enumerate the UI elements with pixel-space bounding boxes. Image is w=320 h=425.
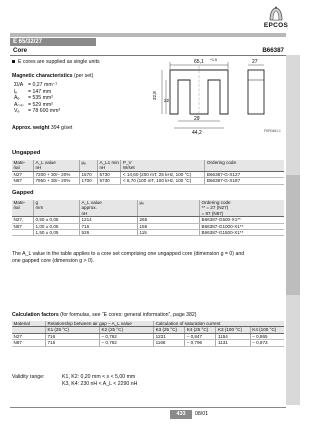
dim-left: 32,8 [152,91,157,100]
table-cell: 1,00 ± 0,05 [34,223,80,229]
table-cell: 526 [80,230,138,236]
table-cell: 265 [138,217,200,223]
table-cell: – 0,865 [250,333,284,339]
dim-top: 65,1 [194,59,204,65]
footer-divider [10,407,286,408]
mag-value: = 529 mm² [28,101,53,108]
mag-value: = 147 mm [28,88,52,95]
part-number: B66387 [262,47,284,54]
table-header-cell: P_V W/set [121,160,205,171]
table-cell: N87 [12,223,34,229]
side-tab-lower [286,295,300,405]
calc-table [12,321,284,347]
table-header-cell: K3 (100 °C) [216,327,250,333]
gapped-table [12,200,284,236]
core-dimension-drawing [150,58,286,136]
dim-bottom-a: 29 [194,116,200,122]
table-header-cell: Ordering code [205,160,284,171]
table-header-row [12,160,284,171]
mag-symbol: Aₘᵢₙ [14,101,24,108]
mag-symbol: Σl/A [14,82,24,88]
table-cell: N87 [12,178,34,184]
page-number: 433 [170,410,192,419]
table-cell: 5730 [98,178,121,184]
table-header-row [12,200,284,217]
table-row [12,178,284,184]
table-header-cell: μₑ [80,160,98,171]
table-cell: 5730 [98,171,121,177]
issue-date: 08/01 [195,411,208,417]
table-row [12,340,284,346]
magnetic-title-label: Magnetic characteristics [12,73,73,79]
table-cell: N87 [12,340,46,346]
gapped-title: Gapped [12,190,34,196]
magnetic-title-suffix: (per set) [74,73,94,79]
table-header-cell: μₑ [138,200,200,217]
table-cell: – 0,762 [100,340,154,346]
table-cell: N27, [12,217,34,223]
table-cell: B66387-G-X187 [205,178,284,184]
table-cell: 0,50 ± 0,05 [34,217,80,223]
table-header-cell: g mm [34,200,80,217]
table-cell: 1570 [80,171,98,177]
table-header-cell: Relationship between air gap – A_L value [46,321,154,327]
note-line-2: one gapped core (dimension g > 0). [12,258,95,264]
dim-top-tol: +1,5 [210,58,217,62]
table-cell: 156 [138,223,200,229]
table-cell: 716 [80,223,138,229]
section-name: Core [13,47,28,54]
ungapped-table [12,160,284,185]
brand-name: EPCOS [263,22,289,29]
validity-line-1: K1, K2: 0,20 mm < s < 5,00 mm [62,374,136,380]
ungapped-title: Ungapped [12,150,41,156]
table-cell: 7200 + 30/– 20% [34,171,80,177]
table-cell: B66387-G1000-X1** [200,223,285,229]
table-row [12,230,284,236]
table-cell: N27 [12,333,46,339]
calc-title [12,312,197,319]
table-cell: – 0,762 [100,333,154,339]
mag-value: = 0,27 mm⁻¹ [28,82,58,88]
table-cell: 1,50 ± 0,05 [34,230,80,236]
intro-text [12,59,100,66]
table-cell: – 0,796 [185,340,216,346]
table-cell: 716 [46,340,100,346]
table-header-cell: K4 (100 °C) [250,327,284,333]
bullet-icon [12,60,15,63]
calc-title-label: Calculation factors [12,312,59,318]
table-cell: B66387-G-X127 [205,171,284,177]
side-tab-upper [286,55,300,175]
table-header-cell: Mate- rial [12,200,34,217]
table-cell: 7950 + 30/– 20% [34,178,80,184]
table-cell: 716 [46,333,100,339]
intro-label: E cores are supplied as single units [18,59,100,65]
table-cell: 1168 [154,340,185,346]
epcos-logo [256,6,296,30]
section-header [10,47,286,56]
table-cell: 1214 [80,217,138,223]
table-cell: B66387-G500-X1** [200,217,285,223]
table-header-cell: A_L value nH [34,160,80,171]
magnetic-title [12,73,93,80]
table-cell: B66387-G1500-X1** [200,230,285,236]
header-strip [10,33,286,37]
validity-label: Validity range: [12,374,45,380]
dim-inner: 22 [164,98,170,103]
table-header-cell: A_L1 min nH [99,160,119,171]
mag-value: = 78 600 mm³ [28,108,61,114]
weight-line [12,125,72,132]
table-header-cell: Calculation of saturation current [154,321,284,327]
table-cell: < 8,70 (100 mT, 100 kHz, 100 °C) [121,178,205,184]
table-header-cell: Ordering code ** = 27 (N27) = 87 (N87) [200,200,285,217]
table-header-cell: K2 (25 °C) [100,327,154,333]
drawing-ref: FKR0461-1 [264,129,281,133]
table-header-cell: Mate- rial [12,160,34,171]
table-header-cell: K3 (25 °C) [154,327,185,333]
table-header-cell: A_L value approx. nH [80,200,138,217]
weight-label: Approx. weight [12,125,50,131]
table-cell: N27 [12,171,34,177]
epcos-logo-icon [256,6,296,22]
table-cell: – 0,847 [185,333,216,339]
side-tab-middle [286,175,300,295]
table-cell: – 0,873 [250,340,284,346]
table-cell: 1154 [216,333,250,339]
note-line-1: The A_L value in the table applies to a core set comprising one ungapped core (dimension g = 0) and [12,251,245,257]
mag-symbol: Vₑ [14,108,20,114]
mag-symbol: Aₑ [14,95,20,101]
table-cell: 115 [138,230,200,236]
table-header-cell: K4 (25 °C) [185,327,216,333]
mag-symbol: lₑ [14,88,18,95]
table-cell: 1231 [154,333,185,339]
table-cell: 1700 [80,178,98,184]
calc-title-suffix: (for formulas, see “E cores: general information”, page 382) [60,312,197,318]
table-header-cell: Material [12,321,46,327]
validity-line-2: K3, K4: 230 nH < A_L < 2290 nH [62,381,138,387]
table-cell: < 14,60 (200 mT, 25 kHz, 100 °C) [121,171,205,177]
mag-value: = 535 mm² [28,95,53,101]
table-cell: 1131 [216,340,250,346]
table-cell [12,230,34,236]
series-title: E 65/32/27 [10,38,96,46]
weight-value: 394 g/set [50,125,73,131]
table-header-cell: K1 (25 °C) [46,327,100,333]
dim-right: 27 [252,59,258,65]
dim-bottom-b: 44,2 [192,130,202,136]
